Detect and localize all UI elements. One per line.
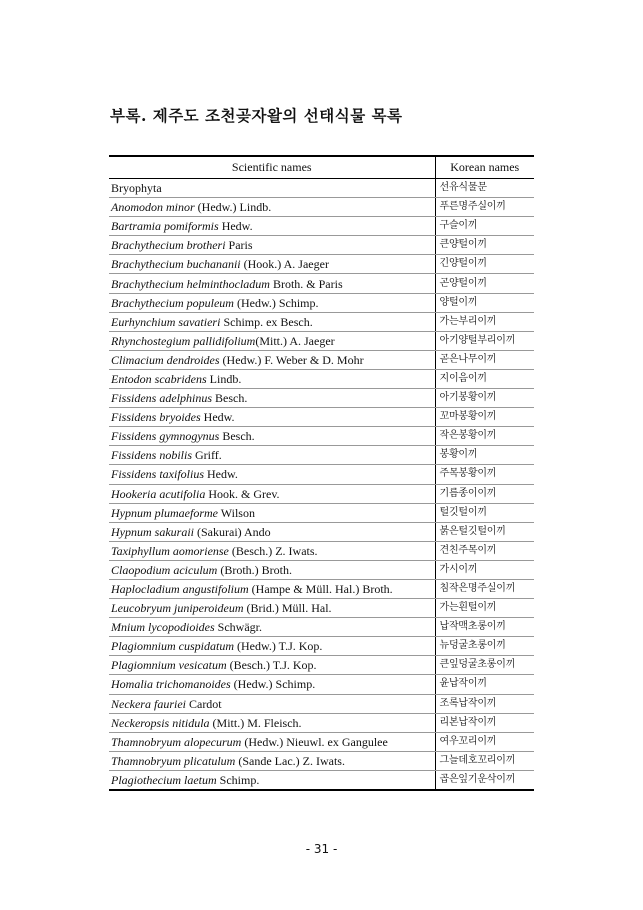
species-name: Bartramia pomiformis: [111, 219, 219, 234]
table-row: [109, 713, 534, 732]
species-name: Hypnum sakuraii: [111, 524, 194, 539]
author-citation: (Hedw.) Schimp.: [233, 295, 319, 310]
table-row: [109, 541, 534, 560]
species-name: Brachythecium brotheri: [111, 238, 226, 253]
scientific-name-cell: [109, 751, 435, 770]
korean-name-cell: 작은봉황이끼: [435, 427, 534, 446]
author-citation: (Hedw.) F. Weber & D. Mohr: [219, 352, 364, 367]
species-name: Brachythecium buchananii: [111, 257, 241, 272]
author-citation: Hedw.: [204, 467, 238, 482]
division-name: Bryophyta: [111, 181, 162, 196]
species-name: Mnium lycopodioides: [111, 620, 215, 635]
scientific-name-cell: [109, 198, 435, 217]
korean-name-cell: 큰양털이끼: [435, 236, 534, 255]
author-citation: (Hook.) A. Jaeger: [240, 257, 329, 272]
author-citation: (Hedw.) Nieuwl. ex Gangulee: [241, 734, 388, 749]
korean-name-cell: 털깃털이끼: [435, 503, 534, 522]
korean-name-cell: 푸른명주실이끼: [435, 198, 534, 217]
korean-name-cell: 그늘데호꼬리이끼: [435, 751, 534, 770]
scientific-name-cell: [109, 350, 435, 369]
page-number: - 31 -: [305, 842, 338, 856]
author-citation: Lindb.: [206, 371, 242, 386]
species-name: Fissidens gymnogynus: [111, 429, 220, 444]
table-row: [109, 618, 534, 637]
table-row: [109, 331, 534, 350]
species-name: Taxiphyllum aomoriense: [111, 543, 229, 558]
table-row: [109, 503, 534, 522]
species-name: Anomodon minor: [111, 200, 195, 215]
scientific-name-cell: [109, 522, 435, 541]
header-scientific-names: Scientific names: [109, 156, 435, 179]
author-citation: Hook. & Grev.: [205, 486, 280, 501]
korean-name-cell: 선유식물문: [435, 179, 534, 198]
scientific-name-cell: [109, 503, 435, 522]
author-citation: Hedw.: [218, 219, 253, 234]
species-name: Neckera fauriei: [111, 696, 186, 711]
author-citation: Broth. & Paris: [269, 276, 343, 291]
korean-name-cell: 조록납작이끼: [435, 694, 534, 713]
table-row: [109, 637, 534, 656]
table-row: [109, 694, 534, 713]
page-title: 부록. 제주도 조천곶자왈의 선태식물 목록: [110, 106, 403, 125]
author-citation: (Besch.) Z. Iwats.: [228, 543, 318, 558]
species-name: Haplocladium angustifolium: [111, 582, 249, 597]
scientific-name-cell: [109, 408, 435, 427]
species-name: Eurhynchium savatieri: [111, 314, 221, 329]
scientific-name-cell: [109, 389, 435, 408]
scientific-name-cell: [109, 770, 435, 790]
scientific-name-cell: [109, 599, 435, 618]
scientific-name-cell: [109, 675, 435, 694]
species-name: Claopodium aciculum: [111, 562, 218, 577]
table-header-row: [109, 156, 534, 179]
korean-name-cell: 곤양털이끼: [435, 274, 534, 293]
table-row: [109, 236, 534, 255]
species-name: Neckeropsis nitidula: [111, 715, 210, 730]
table-row: [109, 274, 534, 293]
korean-name-cell: 주목봉황이끼: [435, 465, 534, 484]
table-row: [109, 656, 534, 675]
author-citation: Cardot: [185, 696, 222, 711]
korean-name-cell: 지이음이끼: [435, 369, 534, 388]
author-citation: Wilson: [217, 505, 255, 520]
scientific-name-cell: [109, 236, 435, 255]
table-row: [109, 427, 534, 446]
scientific-name-cell: [109, 427, 435, 446]
scientific-name-cell: [109, 255, 435, 274]
korean-name-cell: 견친주목이끼: [435, 541, 534, 560]
species-name: Fissidens taxifolius: [111, 467, 204, 482]
korean-name-cell: 가시이끼: [435, 560, 534, 579]
header-korean-names: Korean names: [435, 156, 534, 179]
table-row: [109, 579, 534, 598]
species-name: Homalia trichomanoides: [111, 677, 231, 692]
author-citation: Besch.: [219, 429, 255, 444]
table-row: [109, 732, 534, 751]
table-row: [109, 293, 534, 312]
species-name: Fissidens bryoides: [111, 410, 201, 425]
author-citation: Paris: [225, 238, 253, 253]
species-name: Rhynchostegium pallidifolium: [111, 333, 256, 348]
table-row: [109, 751, 534, 770]
scientific-name-cell: [109, 694, 435, 713]
species-name: Plagiomnium cuspidatum: [111, 639, 234, 654]
korean-name-cell: 뉴덩굴초롱이끼: [435, 637, 534, 656]
scientific-name-cell: [109, 293, 435, 312]
table-row: [109, 369, 534, 388]
author-citation: (Hedw.) T.J. Kop.: [234, 639, 323, 654]
author-citation: Hedw.: [200, 410, 235, 425]
author-citation: (Besch.) T.J. Kop.: [226, 658, 317, 673]
author-citation: (Mitt.) A. Jaeger: [255, 333, 335, 348]
table-row: [109, 217, 534, 236]
species-name: Brachythecium helminthocladum: [111, 276, 270, 291]
table-row: [109, 255, 534, 274]
species-name: Leucobryum juniperoideum: [111, 601, 244, 616]
author-citation: Griff.: [192, 448, 222, 463]
korean-name-cell: 양털이끼: [435, 293, 534, 312]
korean-name-cell: 여우꼬리이끼: [435, 732, 534, 751]
korean-name-cell: 납작맥초롱이끼: [435, 618, 534, 637]
scientific-name-cell: [109, 312, 435, 331]
author-citation: Schimp.: [216, 772, 260, 787]
scientific-name-cell: [109, 618, 435, 637]
table-row: [109, 484, 534, 503]
table-row: [109, 198, 534, 217]
species-name: Climacium dendroides: [111, 352, 220, 367]
scientific-name-cell: [109, 369, 435, 388]
korean-name-cell: 곱은잎기운삭이끼: [435, 770, 534, 790]
korean-name-cell: 곧은나무이끼: [435, 350, 534, 369]
species-name: Hookeria acutifolia: [111, 486, 206, 501]
author-citation: (Sande Lac.) Z. Iwats.: [235, 753, 345, 768]
table-row: [109, 389, 534, 408]
scientific-name-cell: [109, 713, 435, 732]
table-row: [109, 312, 534, 331]
korean-name-cell: 꼬마봉황이끼: [435, 408, 534, 427]
species-name: Plagiomnium vesicatum: [111, 658, 227, 673]
author-citation: Schwägr.: [214, 620, 262, 635]
table-row: [109, 675, 534, 694]
scientific-name-cell: [109, 331, 435, 350]
scientific-name-cell: [109, 446, 435, 465]
author-citation: (Hampe & Müll. Hal.) Broth.: [248, 582, 393, 597]
korean-name-cell: 큰잎덩굴초롱이끼: [435, 656, 534, 675]
table-row: [109, 446, 534, 465]
scientific-name-cell: [109, 484, 435, 503]
species-name: Plagiothecium laetum: [111, 772, 217, 787]
table-row: [109, 770, 534, 790]
table-row: [109, 350, 534, 369]
species-name: Thamnobryum alopecurum: [111, 734, 242, 749]
korean-name-cell: 아기봉황이끼: [435, 389, 534, 408]
scientific-name-cell: [109, 637, 435, 656]
korean-name-cell: 윤납작이끼: [435, 675, 534, 694]
korean-name-cell: 가는부리이끼: [435, 312, 534, 331]
author-citation: (Mitt.) M. Fleisch.: [209, 715, 302, 730]
scientific-name-cell: [109, 274, 435, 293]
scientific-name-cell: [109, 732, 435, 751]
korean-name-cell: 가는흰털이끼: [435, 599, 534, 618]
scientific-name-cell: [109, 656, 435, 675]
scientific-name-cell: [109, 541, 435, 560]
scientific-name-cell: [109, 465, 435, 484]
species-name: Brachythecium populeum: [111, 295, 234, 310]
table-row: [109, 408, 534, 427]
author-citation: Besch.: [212, 391, 248, 406]
korean-name-cell: 긴양털이끼: [435, 255, 534, 274]
korean-name-cell: 봉황이끼: [435, 446, 534, 465]
author-citation: (Brid.) Müll. Hal.: [243, 601, 332, 616]
author-citation: (Broth.) Broth.: [217, 562, 292, 577]
author-citation: (Hedw.) Schimp.: [230, 677, 316, 692]
author-citation: (Hedw.) Lindb.: [194, 200, 272, 215]
species-name: Entodon scabridens: [111, 371, 207, 386]
scientific-name-cell: [109, 217, 435, 236]
species-name: Fissidens nobilis: [111, 448, 193, 463]
scientific-name-cell: [109, 179, 435, 198]
table-row: [109, 599, 534, 618]
author-citation: (Sakurai) Ando: [194, 524, 271, 539]
korean-name-cell: 기름종이이끼: [435, 484, 534, 503]
table-row: [109, 560, 534, 579]
species-name: Thamnobryum plicatulum: [111, 753, 236, 768]
korean-name-cell: 구슬이끼: [435, 217, 534, 236]
scientific-name-cell: [109, 560, 435, 579]
species-table: [109, 155, 534, 791]
korean-name-cell: 아기양털부리이끼: [435, 331, 534, 350]
table-row: [109, 179, 534, 198]
korean-name-cell: 리본납작이끼: [435, 713, 534, 732]
species-name: Fissidens adelphinus: [111, 391, 212, 406]
korean-name-cell: 붉은털깃털이끼: [435, 522, 534, 541]
species-name: Hypnum plumaeforme: [111, 505, 218, 520]
korean-name-cell: 침작은명주실이끼: [435, 579, 534, 598]
table-row: [109, 522, 534, 541]
table-row: [109, 465, 534, 484]
scientific-name-cell: [109, 579, 435, 598]
author-citation: Schimp. ex Besch.: [220, 314, 313, 329]
